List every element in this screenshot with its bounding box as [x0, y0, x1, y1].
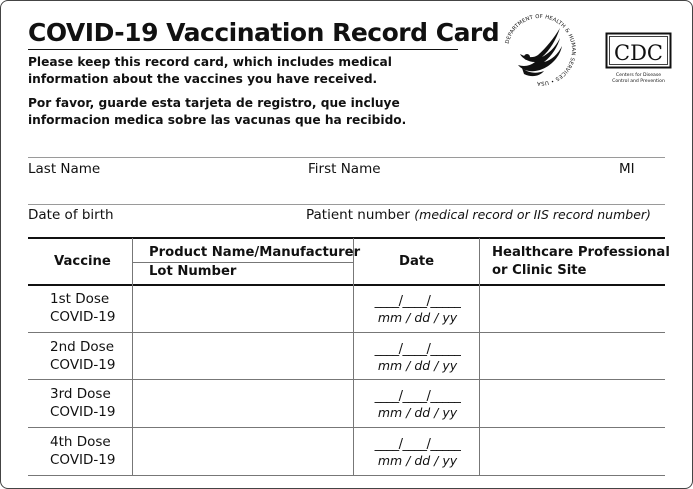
- date-field: [356, 342, 479, 374]
- first-name-label: First Name: [308, 161, 381, 177]
- date-blank-line: ____/____/_____: [374, 389, 461, 404]
- patient-number-text: Patient number: [306, 207, 410, 223]
- row-divider: [28, 427, 665, 428]
- cdc-logo-icon: [605, 32, 672, 86]
- header-bottom-rule: [28, 284, 665, 286]
- header-provider-line2: or Clinic Site: [492, 263, 587, 278]
- table-bottom-rule: [28, 475, 665, 476]
- dose-cell: [50, 385, 115, 421]
- mi-label: MI: [619, 161, 635, 177]
- vaccine-label: COVID-19: [50, 357, 116, 373]
- date-field: [356, 437, 479, 469]
- header-lot: Lot Number: [149, 264, 237, 279]
- table-top-rule: [28, 237, 665, 239]
- field-divider: [28, 204, 665, 205]
- cdc-tagline-line2: Control and Prevention: [612, 79, 665, 84]
- title-underline: [28, 49, 458, 50]
- card-title: COVID-19 Vaccination Record Card: [28, 18, 500, 47]
- intro-text-english: Please keep this record card, which includes medical information about the vaccines you have received.: [28, 55, 392, 86]
- dose-cell: [50, 290, 115, 326]
- date-blank-line: ____/____/_____: [374, 437, 461, 452]
- date-field: [356, 389, 479, 421]
- dose-label: 4th Dose: [50, 434, 111, 450]
- row-divider: [28, 332, 665, 333]
- cdc-mark-text: CDC: [614, 41, 663, 65]
- date-format-hint: mm / dd / yy: [377, 405, 458, 420]
- patient-number-label: [306, 207, 651, 223]
- date-format-hint: mm / dd / yy: [377, 358, 458, 373]
- date-format-hint: mm / dd / yy: [377, 453, 458, 468]
- dob-label: Date of birth: [28, 207, 114, 223]
- date-blank-line: ____/____/_____: [374, 342, 461, 357]
- header-product: Product Name/Manufacturer: [149, 245, 361, 260]
- column-divider: [353, 238, 354, 476]
- date-format-hint: mm / dd / yy: [377, 310, 458, 325]
- dose-cell: [50, 433, 115, 469]
- column-divider: [132, 238, 133, 476]
- dose-label: 3rd Dose: [50, 386, 111, 402]
- header-provider: [492, 244, 670, 280]
- hhs-seal-icon: [500, 10, 580, 90]
- row-divider: [28, 379, 665, 380]
- vaccine-label: COVID-19: [50, 452, 116, 468]
- date-field: [356, 294, 479, 326]
- last-name-label: Last Name: [28, 161, 101, 177]
- dose-cell: [50, 338, 115, 374]
- header-vaccine: Vaccine: [54, 254, 111, 269]
- field-divider: [28, 157, 665, 158]
- intro-text-spanish: Por favor, guarde esta tarjeta de registro, que incluye informacion medica sobre las vacunas que ha recibido.: [28, 96, 407, 127]
- column-divider: [479, 238, 480, 476]
- vaccine-label: COVID-19: [50, 309, 116, 325]
- header-provider-line1: Healthcare Professional: [492, 245, 670, 260]
- cdc-tagline-line1: Centers for Disease: [615, 73, 662, 78]
- hhs-ring-text: DEPARTMENT OF HEALTH & HUMAN SERVICES • USA: [504, 13, 577, 87]
- dose-label: 2nd Dose: [50, 339, 114, 355]
- date-blank-line: ____/____/_____: [374, 294, 461, 309]
- svg-text:DEPARTMENT OF HEALTH & HUMAN S: [505, 14, 576, 86]
- patient-number-note: (medical record or IIS record number): [414, 207, 651, 222]
- header-date: Date: [399, 254, 435, 269]
- dose-label: 1st Dose: [50, 291, 110, 307]
- vaccine-label: COVID-19: [50, 404, 116, 420]
